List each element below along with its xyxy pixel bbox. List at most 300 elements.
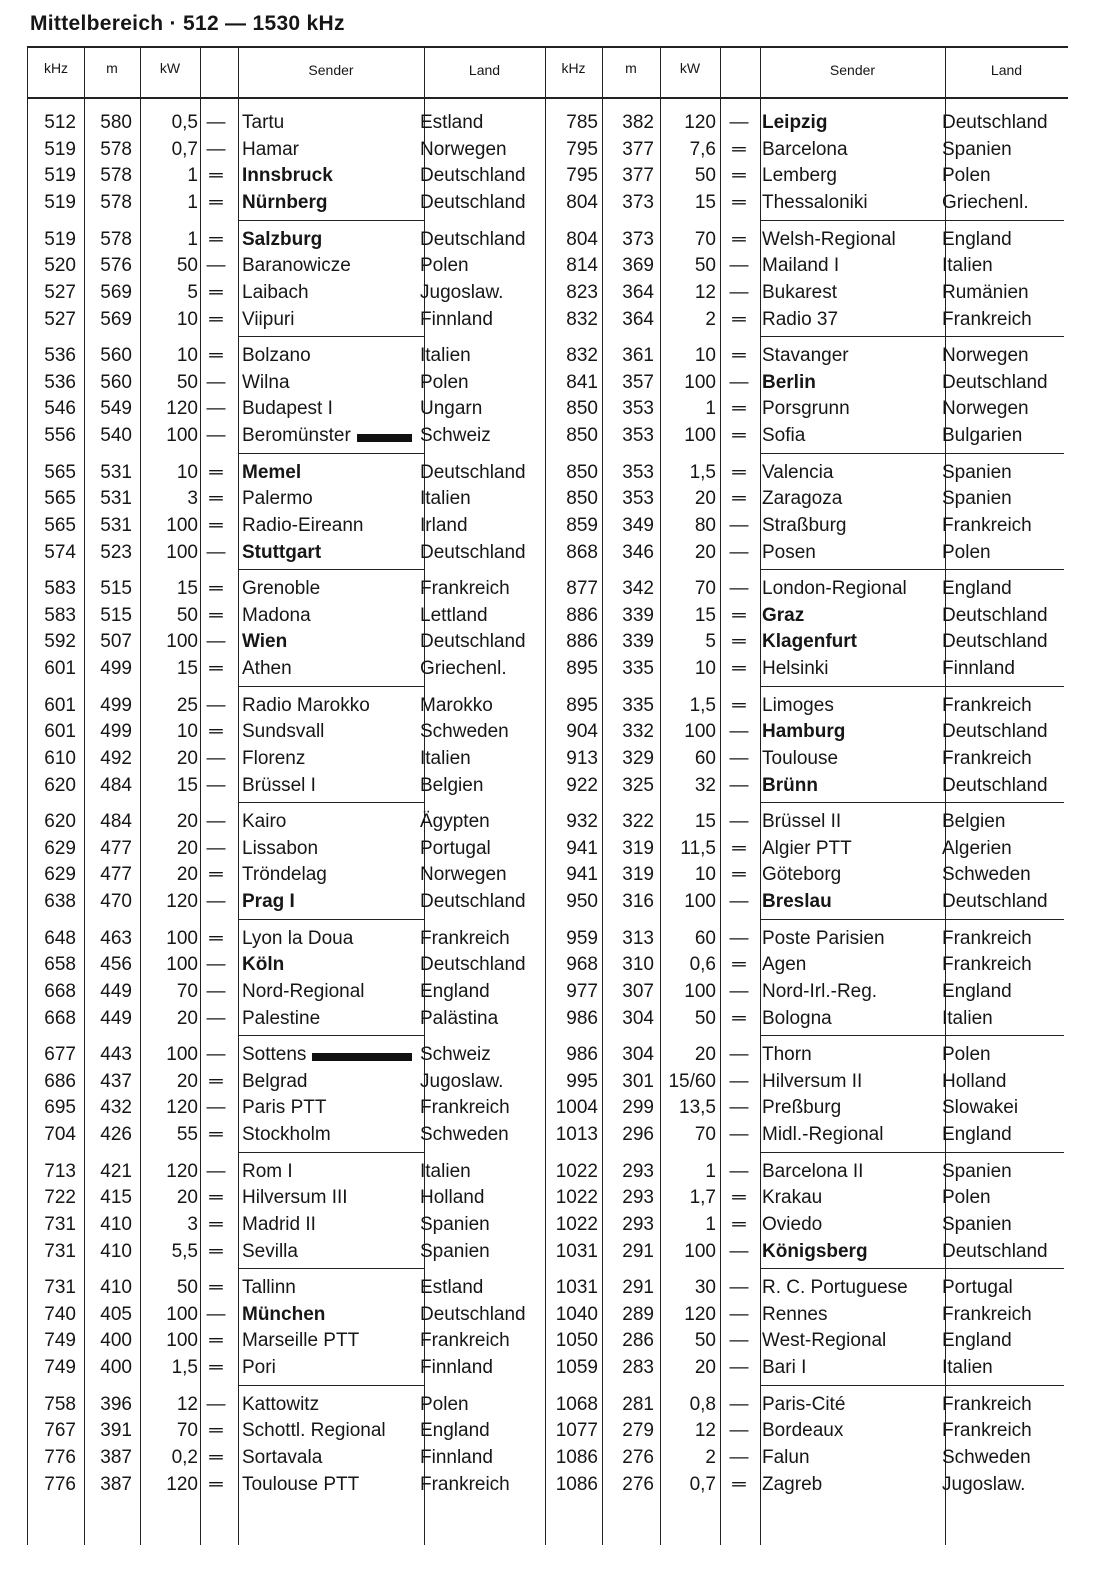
power-value: 1	[705, 398, 716, 420]
khz-value: 638	[44, 891, 76, 913]
polarity-mark: ═	[732, 488, 746, 510]
country-name: Lettland	[420, 604, 488, 626]
khz-value: 895	[566, 694, 598, 716]
wavelength-value: 276	[622, 1446, 654, 1468]
wavelength-value: 373	[622, 192, 654, 214]
country-name: Algerien	[942, 837, 1012, 859]
power-value: 120	[166, 398, 198, 420]
power-value: 100	[166, 631, 198, 653]
sender-name: Viipuri	[242, 308, 295, 330]
wavelength-value: 549	[100, 398, 132, 420]
khz-value: 859	[566, 514, 598, 536]
sender-name: Radio Marokko	[242, 694, 370, 716]
country-name: Polen	[942, 165, 991, 187]
group-rule	[760, 336, 1064, 337]
country-name: England	[942, 1330, 1012, 1352]
group-rule	[238, 686, 424, 687]
sender-name: Palermo	[242, 488, 313, 510]
wavelength-value: 293	[622, 1160, 654, 1182]
polarity-mark: ═	[732, 658, 746, 680]
sender-name: Grenoble	[242, 578, 321, 599]
country-name: Frankreich	[942, 514, 1032, 536]
power-value: 100	[684, 980, 716, 1002]
power-value: 1	[187, 228, 198, 250]
sender-name: Tartu	[242, 112, 285, 133]
country-name: Polen	[942, 541, 991, 563]
power-value: 1	[187, 192, 198, 214]
country-name: Deutschland	[420, 541, 526, 563]
country-name: Schweiz	[420, 1044, 491, 1065]
power-value: 100	[166, 1303, 198, 1325]
country-name: Frankreich	[420, 1330, 510, 1352]
wavelength-value: 560	[100, 371, 132, 393]
polarity-mark: ═	[209, 1357, 223, 1379]
column-rule	[720, 48, 721, 1545]
polarity-mark: —	[729, 1446, 749, 1468]
khz-value: 776	[44, 1446, 76, 1468]
group-rule	[760, 453, 1064, 454]
country-name: Italien	[942, 1007, 993, 1029]
sender-name: Lemberg	[762, 165, 837, 187]
column-header: kW	[679, 60, 701, 76]
wavelength-value: 515	[100, 578, 132, 599]
country-name: Deutschland	[942, 774, 1048, 796]
polarity-mark: —	[729, 1124, 749, 1146]
polarity-mark: —	[206, 255, 226, 277]
wavelength-value: 357	[622, 371, 654, 393]
country-name: Schweden	[420, 1124, 509, 1146]
country-name: Jugoslaw.	[420, 281, 504, 303]
polarity-mark: ═	[732, 345, 746, 366]
khz-value: 877	[566, 578, 598, 599]
khz-value: 850	[566, 488, 598, 510]
polarity-mark: —	[206, 891, 226, 913]
polarity-mark: —	[729, 371, 749, 393]
polarity-mark: ═	[732, 954, 746, 976]
wavelength-value: 313	[622, 927, 654, 949]
khz-value: 583	[44, 578, 76, 599]
wavelength-value: 304	[622, 1044, 654, 1065]
power-value: 1	[705, 1160, 716, 1182]
country-name: Frankreich	[942, 927, 1032, 949]
sender-name: Stuttgart	[242, 541, 322, 563]
sender-name: Bordeaux	[762, 1420, 844, 1442]
khz-value: 519	[44, 165, 76, 187]
column-header: kW	[159, 60, 181, 76]
wavelength-value: 578	[100, 138, 132, 160]
wavelength-value: 421	[100, 1160, 132, 1182]
country-name: Frankreich	[942, 1420, 1032, 1442]
sender-name: Königsberg	[762, 1240, 868, 1262]
khz-value: 749	[44, 1330, 76, 1352]
khz-value: 620	[44, 774, 76, 796]
country-name: Deutschland	[420, 192, 526, 214]
polarity-mark: —	[206, 694, 226, 716]
power-value: 2	[705, 1446, 716, 1468]
polarity-mark: —	[729, 1160, 749, 1182]
wavelength-value: 339	[622, 604, 654, 626]
power-value: 1,7	[689, 1187, 716, 1209]
power-value: 50	[176, 371, 198, 393]
country-name: Deutschland	[420, 954, 526, 976]
power-value: 12	[694, 1420, 716, 1442]
sender-name: Wien	[242, 631, 288, 653]
khz-value: 959	[566, 927, 598, 949]
power-value: 7,6	[689, 138, 716, 160]
sender-name: Salzburg	[242, 228, 323, 250]
power-value: 15	[176, 578, 198, 599]
power-value: 15	[694, 192, 716, 214]
sender-name: Memel	[242, 461, 302, 483]
country-name: Rumänien	[942, 281, 1029, 303]
khz-value: 556	[44, 425, 76, 447]
khz-value: 950	[566, 891, 598, 913]
polarity-mark: —	[206, 1303, 226, 1325]
group-rule	[238, 919, 424, 920]
power-value: 100	[684, 891, 716, 913]
country-name: Spanien	[942, 1213, 1012, 1235]
khz-value: 740	[44, 1303, 76, 1325]
polarity-mark: ═	[732, 461, 746, 483]
country-name: Schweiz	[420, 425, 491, 447]
power-value: 70	[694, 578, 716, 599]
wavelength-value: 299	[622, 1097, 654, 1119]
sender-name: Nürnberg	[242, 192, 328, 214]
group-rule	[238, 453, 424, 454]
country-name: Polen	[420, 255, 469, 277]
power-value: 20	[176, 811, 198, 832]
polarity-mark: —	[206, 1393, 226, 1415]
wavelength-value: 405	[100, 1303, 132, 1325]
sender-name: Thessaloniki	[762, 192, 868, 214]
sender-name: Welsh-Regional	[762, 228, 896, 250]
khz-value: 868	[566, 541, 598, 563]
wavelength-value: 391	[100, 1420, 132, 1442]
sender-name: Bukarest	[762, 281, 837, 303]
polarity-mark: —	[206, 811, 226, 832]
wavelength-value: 484	[100, 774, 132, 796]
sender-name: Köln	[242, 954, 285, 976]
column-header: m	[106, 60, 118, 76]
power-value: 100	[166, 1330, 198, 1352]
country-name: Spanien	[420, 1213, 490, 1235]
sender-name: Posen	[762, 541, 816, 563]
power-value: 70	[176, 1420, 198, 1442]
khz-value: 941	[566, 864, 598, 886]
power-value: 15/60	[668, 1070, 716, 1092]
khz-value: 1059	[555, 1357, 598, 1379]
polarity-mark: —	[729, 112, 749, 133]
wavelength-value: 307	[622, 980, 654, 1002]
country-name: England	[420, 980, 490, 1002]
khz-value: 731	[44, 1213, 76, 1235]
wavelength-value: 531	[100, 461, 132, 483]
sender-name: London-Regional	[762, 578, 907, 599]
wavelength-value: 339	[622, 631, 654, 653]
sender-name: Falun	[762, 1446, 810, 1468]
group-rule	[238, 1385, 424, 1386]
power-value: 15	[694, 811, 716, 832]
power-value: 50	[694, 255, 716, 277]
wavelength-value: 484	[100, 811, 132, 832]
wavelength-value: 470	[100, 891, 132, 913]
khz-value: 601	[44, 694, 76, 716]
power-value: 10	[176, 461, 198, 483]
group-rule	[238, 336, 424, 337]
group-rule	[238, 1268, 424, 1269]
polarity-mark: ═	[209, 1446, 223, 1468]
khz-value: 785	[566, 112, 598, 133]
khz-value: 731	[44, 1240, 76, 1262]
khz-value: 704	[44, 1124, 76, 1146]
power-value: 5	[705, 631, 716, 653]
polarity-mark: ═	[209, 1240, 223, 1262]
country-name: Frankreich	[420, 578, 510, 599]
sender-name: Toulouse PTT	[242, 1473, 360, 1495]
sender-name: Bologna	[762, 1007, 832, 1029]
wavelength-value: 396	[100, 1393, 132, 1415]
polarity-mark: ═	[209, 864, 223, 886]
wavelength-value: 335	[622, 694, 654, 716]
country-name: Spanien	[420, 1240, 490, 1262]
polarity-mark: ═	[732, 138, 746, 160]
country-name: Deutschland	[942, 1240, 1048, 1262]
sender-name: Bari I	[762, 1357, 807, 1379]
country-name: Palästina	[420, 1007, 499, 1029]
polarity-mark: —	[729, 1097, 749, 1119]
power-value: 70	[694, 1124, 716, 1146]
group-rule	[760, 220, 1064, 221]
power-value: 0,8	[689, 1393, 716, 1415]
wavelength-value: 477	[100, 837, 132, 859]
polarity-mark: ═	[209, 461, 223, 483]
khz-value: 776	[44, 1473, 76, 1495]
polarity-mark: ═	[732, 1473, 746, 1495]
polarity-mark: ═	[732, 165, 746, 187]
wavelength-value: 492	[100, 747, 132, 769]
sender-name: Palestine	[242, 1007, 321, 1029]
khz-value: 1031	[555, 1277, 598, 1298]
sender-name: Graz	[762, 604, 805, 626]
khz-value: 686	[44, 1070, 76, 1092]
redaction-bar	[312, 1053, 412, 1061]
polarity-mark: ═	[732, 1187, 746, 1209]
power-value: 60	[694, 747, 716, 769]
khz-value: 804	[566, 228, 598, 250]
wavelength-value: 364	[622, 308, 654, 330]
khz-value: 850	[566, 398, 598, 420]
country-name: Ägypten	[420, 811, 490, 832]
power-value: 20	[694, 1044, 716, 1065]
polarity-mark: —	[206, 747, 226, 769]
country-name: Ungarn	[420, 398, 483, 420]
sender-name: Preßburg	[762, 1097, 842, 1119]
power-value: 5	[187, 281, 198, 303]
khz-value: 658	[44, 954, 76, 976]
column-header: Land	[990, 62, 1023, 78]
polarity-mark: ═	[732, 837, 746, 859]
khz-value: 968	[566, 954, 598, 976]
country-name: Frankreich	[420, 927, 510, 949]
country-name: Portugal	[420, 837, 491, 859]
group-rule	[760, 1385, 1064, 1386]
sender-name: Lyon la Doua	[242, 927, 354, 949]
country-name: Deutschland	[420, 165, 526, 187]
country-name: Italien	[420, 1160, 471, 1182]
wavelength-value: 499	[100, 694, 132, 716]
sender-name: Florenz	[242, 747, 306, 769]
power-value: 25	[176, 694, 198, 716]
wavelength-value: 387	[100, 1473, 132, 1495]
polarity-mark: ═	[209, 1420, 223, 1442]
polarity-mark: —	[729, 1277, 749, 1298]
group-rule	[760, 569, 1064, 570]
country-name: Frankreich	[420, 1097, 510, 1119]
country-name: Italien	[420, 488, 471, 510]
wavelength-value: 310	[622, 954, 654, 976]
power-value: 50	[176, 255, 198, 277]
country-name: Schweden	[942, 1446, 1031, 1468]
wavelength-value: 400	[100, 1357, 132, 1379]
sender-name: Midl.-Regional	[762, 1124, 884, 1146]
power-value: 100	[166, 541, 198, 563]
wavelength-value: 353	[622, 461, 654, 483]
country-name: Bulgarien	[942, 425, 1023, 447]
country-name: Holland	[420, 1187, 485, 1209]
wavelength-value: 443	[100, 1044, 132, 1065]
sender-name: Klagenfurt	[762, 631, 857, 653]
wavelength-value: 410	[100, 1240, 132, 1262]
polarity-mark: ═	[732, 228, 746, 250]
polarity-mark: ═	[209, 1213, 223, 1235]
country-name: England	[942, 578, 1012, 599]
sender-name: Marseille PTT	[242, 1330, 360, 1352]
country-name: Deutschland	[942, 371, 1048, 393]
country-name: Frankreich	[942, 308, 1032, 330]
country-name: Frankreich	[942, 694, 1032, 716]
wavelength-value: 415	[100, 1187, 132, 1209]
country-name: Norwegen	[420, 138, 507, 160]
column-header: Sender	[308, 62, 354, 78]
power-value: 20	[694, 488, 716, 510]
polarity-mark: —	[206, 1160, 226, 1182]
power-value: 11,5	[680, 837, 716, 859]
polarity-mark: —	[729, 811, 749, 832]
country-name: Frankreich	[942, 954, 1032, 976]
sender-name: Helsinki	[762, 658, 829, 680]
power-value: 100	[166, 514, 198, 536]
power-value: 100	[684, 371, 716, 393]
country-name: Frankreich	[420, 1473, 510, 1495]
group-rule	[238, 1152, 424, 1153]
polarity-mark: —	[729, 980, 749, 1002]
power-value: 80	[694, 514, 716, 536]
polarity-mark: —	[729, 255, 749, 277]
polarity-mark: ═	[732, 631, 746, 653]
country-name: Italien	[942, 255, 993, 277]
polarity-mark: —	[206, 774, 226, 796]
wavelength-value: 499	[100, 721, 132, 743]
polarity-mark: ═	[209, 345, 223, 366]
sender-name: Mailand I	[762, 255, 840, 277]
power-value: 12	[176, 1393, 198, 1415]
page-title: Mittelbereich · 512 — 1530 kHz	[30, 12, 345, 35]
polarity-mark: ═	[209, 488, 223, 510]
sender-name: Rom I	[242, 1160, 293, 1182]
sender-name: Radio 37	[762, 308, 839, 330]
khz-value: 527	[44, 281, 76, 303]
polarity-mark: ═	[732, 425, 746, 447]
wavelength-value: 560	[100, 345, 132, 366]
country-name: Belgien	[942, 811, 1006, 832]
country-name: Frankreich	[942, 747, 1032, 769]
power-value: 120	[166, 1097, 198, 1119]
column-header: Land	[468, 62, 501, 78]
khz-value: 795	[566, 165, 598, 187]
wavelength-value: 531	[100, 488, 132, 510]
khz-value: 895	[566, 658, 598, 680]
khz-value: 536	[44, 345, 76, 366]
wavelength-value: 437	[100, 1070, 132, 1092]
country-name: Finnland	[420, 308, 493, 330]
khz-value: 519	[44, 138, 76, 160]
group-rule	[238, 220, 424, 221]
power-value: 100	[684, 1240, 716, 1262]
country-name: Frankreich	[942, 1393, 1032, 1415]
country-name: England	[420, 1420, 490, 1442]
khz-value: 823	[566, 281, 598, 303]
country-name: Griechenl.	[942, 192, 1029, 214]
wavelength-value: 346	[622, 541, 654, 563]
khz-value: 986	[566, 1007, 598, 1029]
sender-name: Schottl. Regional	[242, 1420, 386, 1442]
khz-value: 1022	[555, 1160, 598, 1182]
polarity-mark: —	[729, 747, 749, 769]
country-name: Polen	[420, 371, 469, 393]
power-value: 30	[694, 1277, 716, 1298]
wavelength-value: 569	[100, 308, 132, 330]
sender-name: Thorn	[762, 1044, 812, 1065]
wavelength-value: 515	[100, 604, 132, 626]
country-name: Deutschland	[942, 631, 1048, 653]
polarity-mark: ═	[732, 308, 746, 330]
power-value: 50	[176, 1277, 198, 1298]
wavelength-value: 325	[622, 774, 654, 796]
khz-value: 850	[566, 461, 598, 483]
wavelength-value: 578	[100, 228, 132, 250]
khz-value: 519	[44, 228, 76, 250]
power-value: 120	[684, 112, 716, 133]
wavelength-value: 456	[100, 954, 132, 976]
country-name: Deutschland	[420, 891, 526, 913]
power-value: 120	[166, 1160, 198, 1182]
khz-value: 1004	[555, 1097, 598, 1119]
wavelength-value: 332	[622, 721, 654, 743]
power-value: 100	[684, 721, 716, 743]
khz-value: 1050	[555, 1330, 598, 1352]
sender-name: Hamar	[242, 138, 300, 160]
country-name: Slowakei	[942, 1097, 1019, 1119]
wavelength-value: 276	[622, 1473, 654, 1495]
sender-name: Breslau	[762, 891, 832, 913]
column-header: kHz	[43, 60, 69, 76]
polarity-mark: ═	[209, 228, 223, 250]
polarity-mark: ═	[209, 1277, 223, 1298]
polarity-mark: —	[206, 112, 226, 133]
sender-name: München	[242, 1303, 326, 1325]
polarity-mark: ═	[209, 604, 223, 626]
wavelength-value: 400	[100, 1330, 132, 1352]
